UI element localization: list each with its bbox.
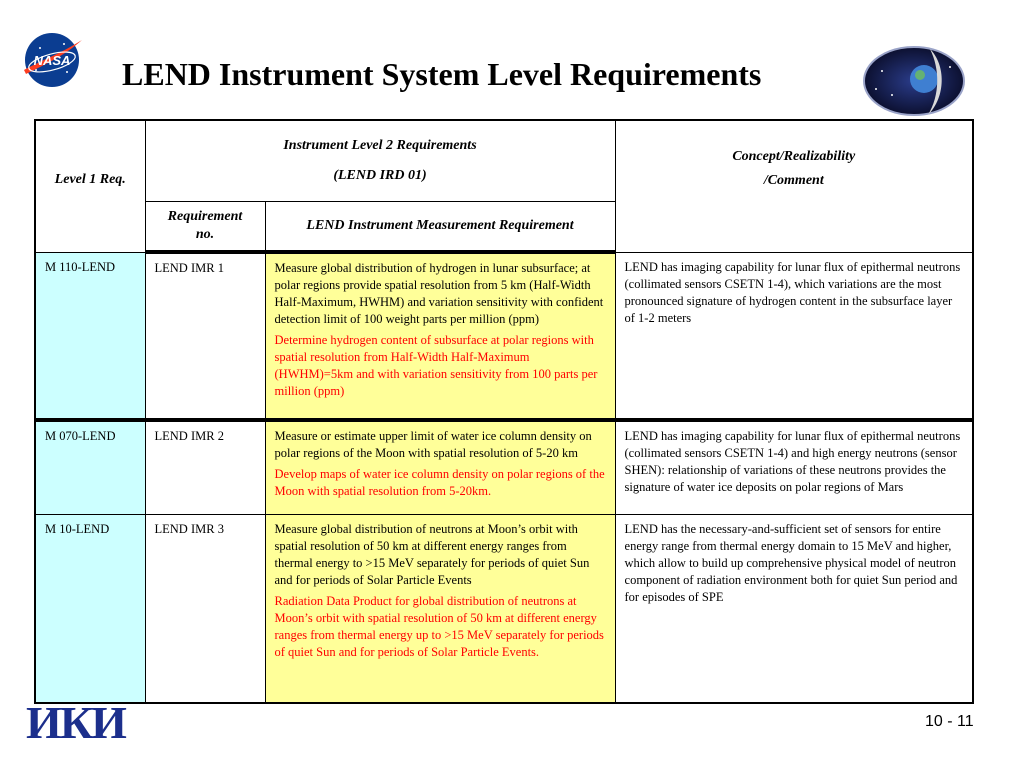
comment-cell: LEND has imaging capability for lunar flux of epithermal neutrons (collimated sensors CSETN 1-4), which variations are the most pronounced signature of hydrogen content in the subsurface layer of 1-2 meters bbox=[615, 252, 973, 420]
header-level2 bbox=[145, 120, 615, 202]
table-row bbox=[35, 515, 973, 704]
nasa-logo bbox=[20, 30, 84, 90]
table-row bbox=[35, 420, 973, 515]
header-row-1 bbox=[35, 120, 973, 202]
header-level2-line2: (LEND IRD 01) bbox=[333, 168, 427, 183]
header-req-no bbox=[145, 202, 265, 253]
header-level1-text: Level 1 Req. bbox=[54, 171, 126, 187]
table-row bbox=[35, 252, 973, 420]
level1-cell: M 070-LEND bbox=[35, 420, 145, 515]
level1-cell: M 110-LEND bbox=[35, 252, 145, 420]
measurement-cell bbox=[265, 252, 615, 420]
measurement-cell bbox=[265, 515, 615, 704]
measurement-cell bbox=[265, 420, 615, 515]
measurement-text: Measure global distribution of neutrons at Moon’s orbit with spatial resolution of 50 km at different energy ranges from thermal energy to >15 MeV separately for periods of quiet Sun and for periods of Solar Particle Events bbox=[274, 522, 590, 587]
measurement-text: Measure global distribution of hydrogen in lunar subsurface; at polar regions provide spatial resolution from 5 km (Half-Width Half-Maximum, HWHM) and variation sensitivity with confident detection limit of 100 weight parts per million (ppm) bbox=[274, 261, 604, 326]
req-no-cell: LEND IMR 3 bbox=[145, 515, 265, 704]
lro-mission-emblem bbox=[862, 45, 966, 117]
measurement-text: Measure or estimate upper limit of water ice column density on polar regions of the Moon with spatial resolution of 5-20 km bbox=[274, 429, 592, 460]
page-title: LEND Instrument System Level Requirements bbox=[122, 56, 762, 92]
header-concept-line2: /Comment bbox=[763, 173, 824, 189]
req-no-cell: LEND IMR 1 bbox=[145, 252, 265, 420]
header-concept bbox=[615, 120, 973, 252]
iki-logo: ИКИ bbox=[26, 697, 125, 748]
header-measurement bbox=[265, 202, 615, 253]
level1-cell: M 10-LEND bbox=[35, 515, 145, 704]
header-req-no-line2: no. bbox=[195, 227, 215, 242]
header-level1 bbox=[35, 120, 145, 252]
comment-cell: LEND has the necessary-and-sufficient set of sensors for entire energy range from thermal energy domain to 15 MeV and higher, which allow to build up comprehensive physical model of neutron component of radiation environment both for quiet Sun period and for episodes of SPE bbox=[615, 515, 973, 704]
req-no-cell: LEND IMR 2 bbox=[145, 420, 265, 515]
measurement-red-text: Develop maps of water ice column density on polar regions of the Moon with spatial resolution from 5-20km. bbox=[274, 467, 605, 498]
header-measurement-text: LEND Instrument Measurement Requirement bbox=[306, 218, 574, 233]
measurement-red-text: Radiation Data Product for global distribution of neutrons at Moon’s orbit with spatial resolution of 50 km at different energy ranges from thermal energy up to >15 MeV separately for periods of quiet Sun and for periods of Solar Particle Events. bbox=[274, 594, 604, 659]
measurement-red-text: Determine hydrogen content of subsurface at polar regions with spatial resolution from Half-Width Half-Maximum (HWHM)=5km and with variation sensitivity from 100 parts per million (ppm) bbox=[274, 333, 598, 398]
header-level2-line1: Instrument Level 2 Requirements bbox=[283, 138, 477, 153]
header-concept-line1: Concept/Realizability bbox=[732, 149, 856, 165]
header-req-no-line1: Requirement bbox=[167, 209, 243, 224]
page-number: 10 - 11 bbox=[925, 713, 974, 730]
comment-cell: LEND has imaging capability for lunar flux of epithermal neutrons (collimated sensors CSETN 1-4) and high energy neutrons (sensor SHEN): relationship of variations of these neutrons provides the signature of water ice deposits on polar regions of Mars bbox=[615, 420, 973, 515]
requirements-table bbox=[34, 119, 974, 704]
nasa-logo-text: NASA bbox=[33, 53, 71, 68]
